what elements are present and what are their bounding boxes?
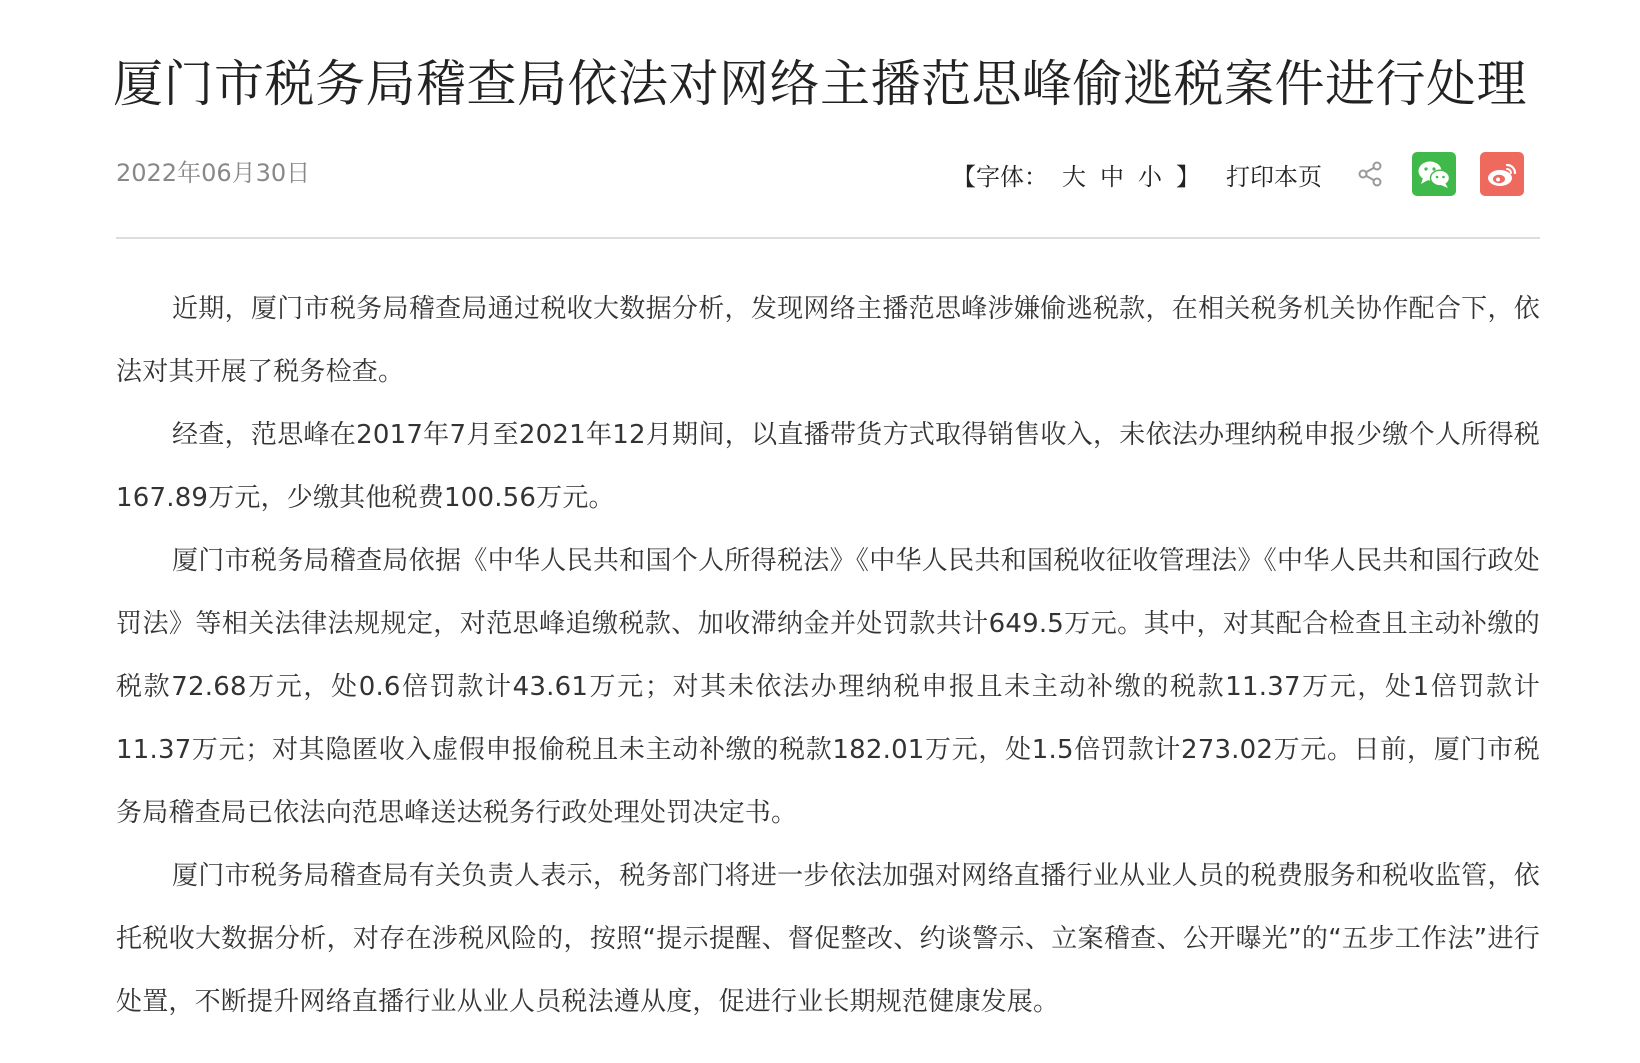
wechat-share-button[interactable] [1412,152,1456,196]
article-paragraph: 厦门市税务局稽查局有关负责人表示，税务部门将进一步依法加强对网络直播行业从业人员的税费服务和税收监管，依托税收大数据分析，对存在涉税风险的，按照“提示提醒、督促整改、约谈警示、立案稽查、公开曝光”的“五步工作法”进行处置，不断提升网络直播行业从业人员税法遵从度，促进行业长期规范健康发展。 [116,861,1540,1017]
print-page-button[interactable]: 打印本页 [1226,162,1322,191]
article-paragraph: 厦门市税务局稽查局依据《中华人民共和国个人所得税法》《中华人民共和国税收征收管理法》《中华人民共和国行政处罚法》等相关法律法规规定，对范思峰追缴税款、加收滞纳金并处罚款共计649.5万元。其中，对其配合检查且主动补缴的税款72.68万元，处0.6倍罚款计43.61万元；对其未依法办理纳税申报且未主动补缴的税款11.37万元，处1倍罚款计11.37万元；对其隐匿收入虚假申报偷税且未主动补缴的税款182.01万元，处1.5倍罚款计273.02万元。日前，厦门市税务局稽查局已依法向范思峰送达税务行政处理处罚决定书。 [116,546,1540,828]
article-title: 厦门市税务局稽查局依法对网络主播范思峰偷逃税案件进行处理 [113,55,1527,113]
weibo-share-button[interactable] [1480,152,1524,196]
share-icon[interactable] [1356,160,1384,188]
font-size-label: 【字体： [952,162,1048,191]
article-toolbar [952,148,1524,200]
article-meta [116,148,1524,200]
font-size-large-button[interactable]: 大 [1062,162,1086,191]
article-paragraph: 经查，范思峰在2017年7月至2021年12月期间，以直播带货方式取得销售收入，未依法办理纳税申报少缴个人所得税167.89万元，少缴其他税费100.56万元。 [116,420,1540,513]
font-size-label-close: 】 [1176,162,1200,191]
wechat-icon [1417,159,1451,189]
article-paragraph: 近期，厦门市税务局稽查局通过税收大数据分析，发现网络主播范思峰涉嫌偷逃税款，在相关税务机关协作配合下，依法对其开展了税务检查。 [116,294,1540,387]
header-divider [116,237,1540,239]
font-size-small-button[interactable]: 小 [1138,162,1162,191]
weibo-icon [1485,159,1519,189]
article-body [116,278,1540,1034]
font-size-medium-button[interactable]: 中 [1100,162,1124,191]
publish-date: 2022年06月30日 [116,159,311,187]
